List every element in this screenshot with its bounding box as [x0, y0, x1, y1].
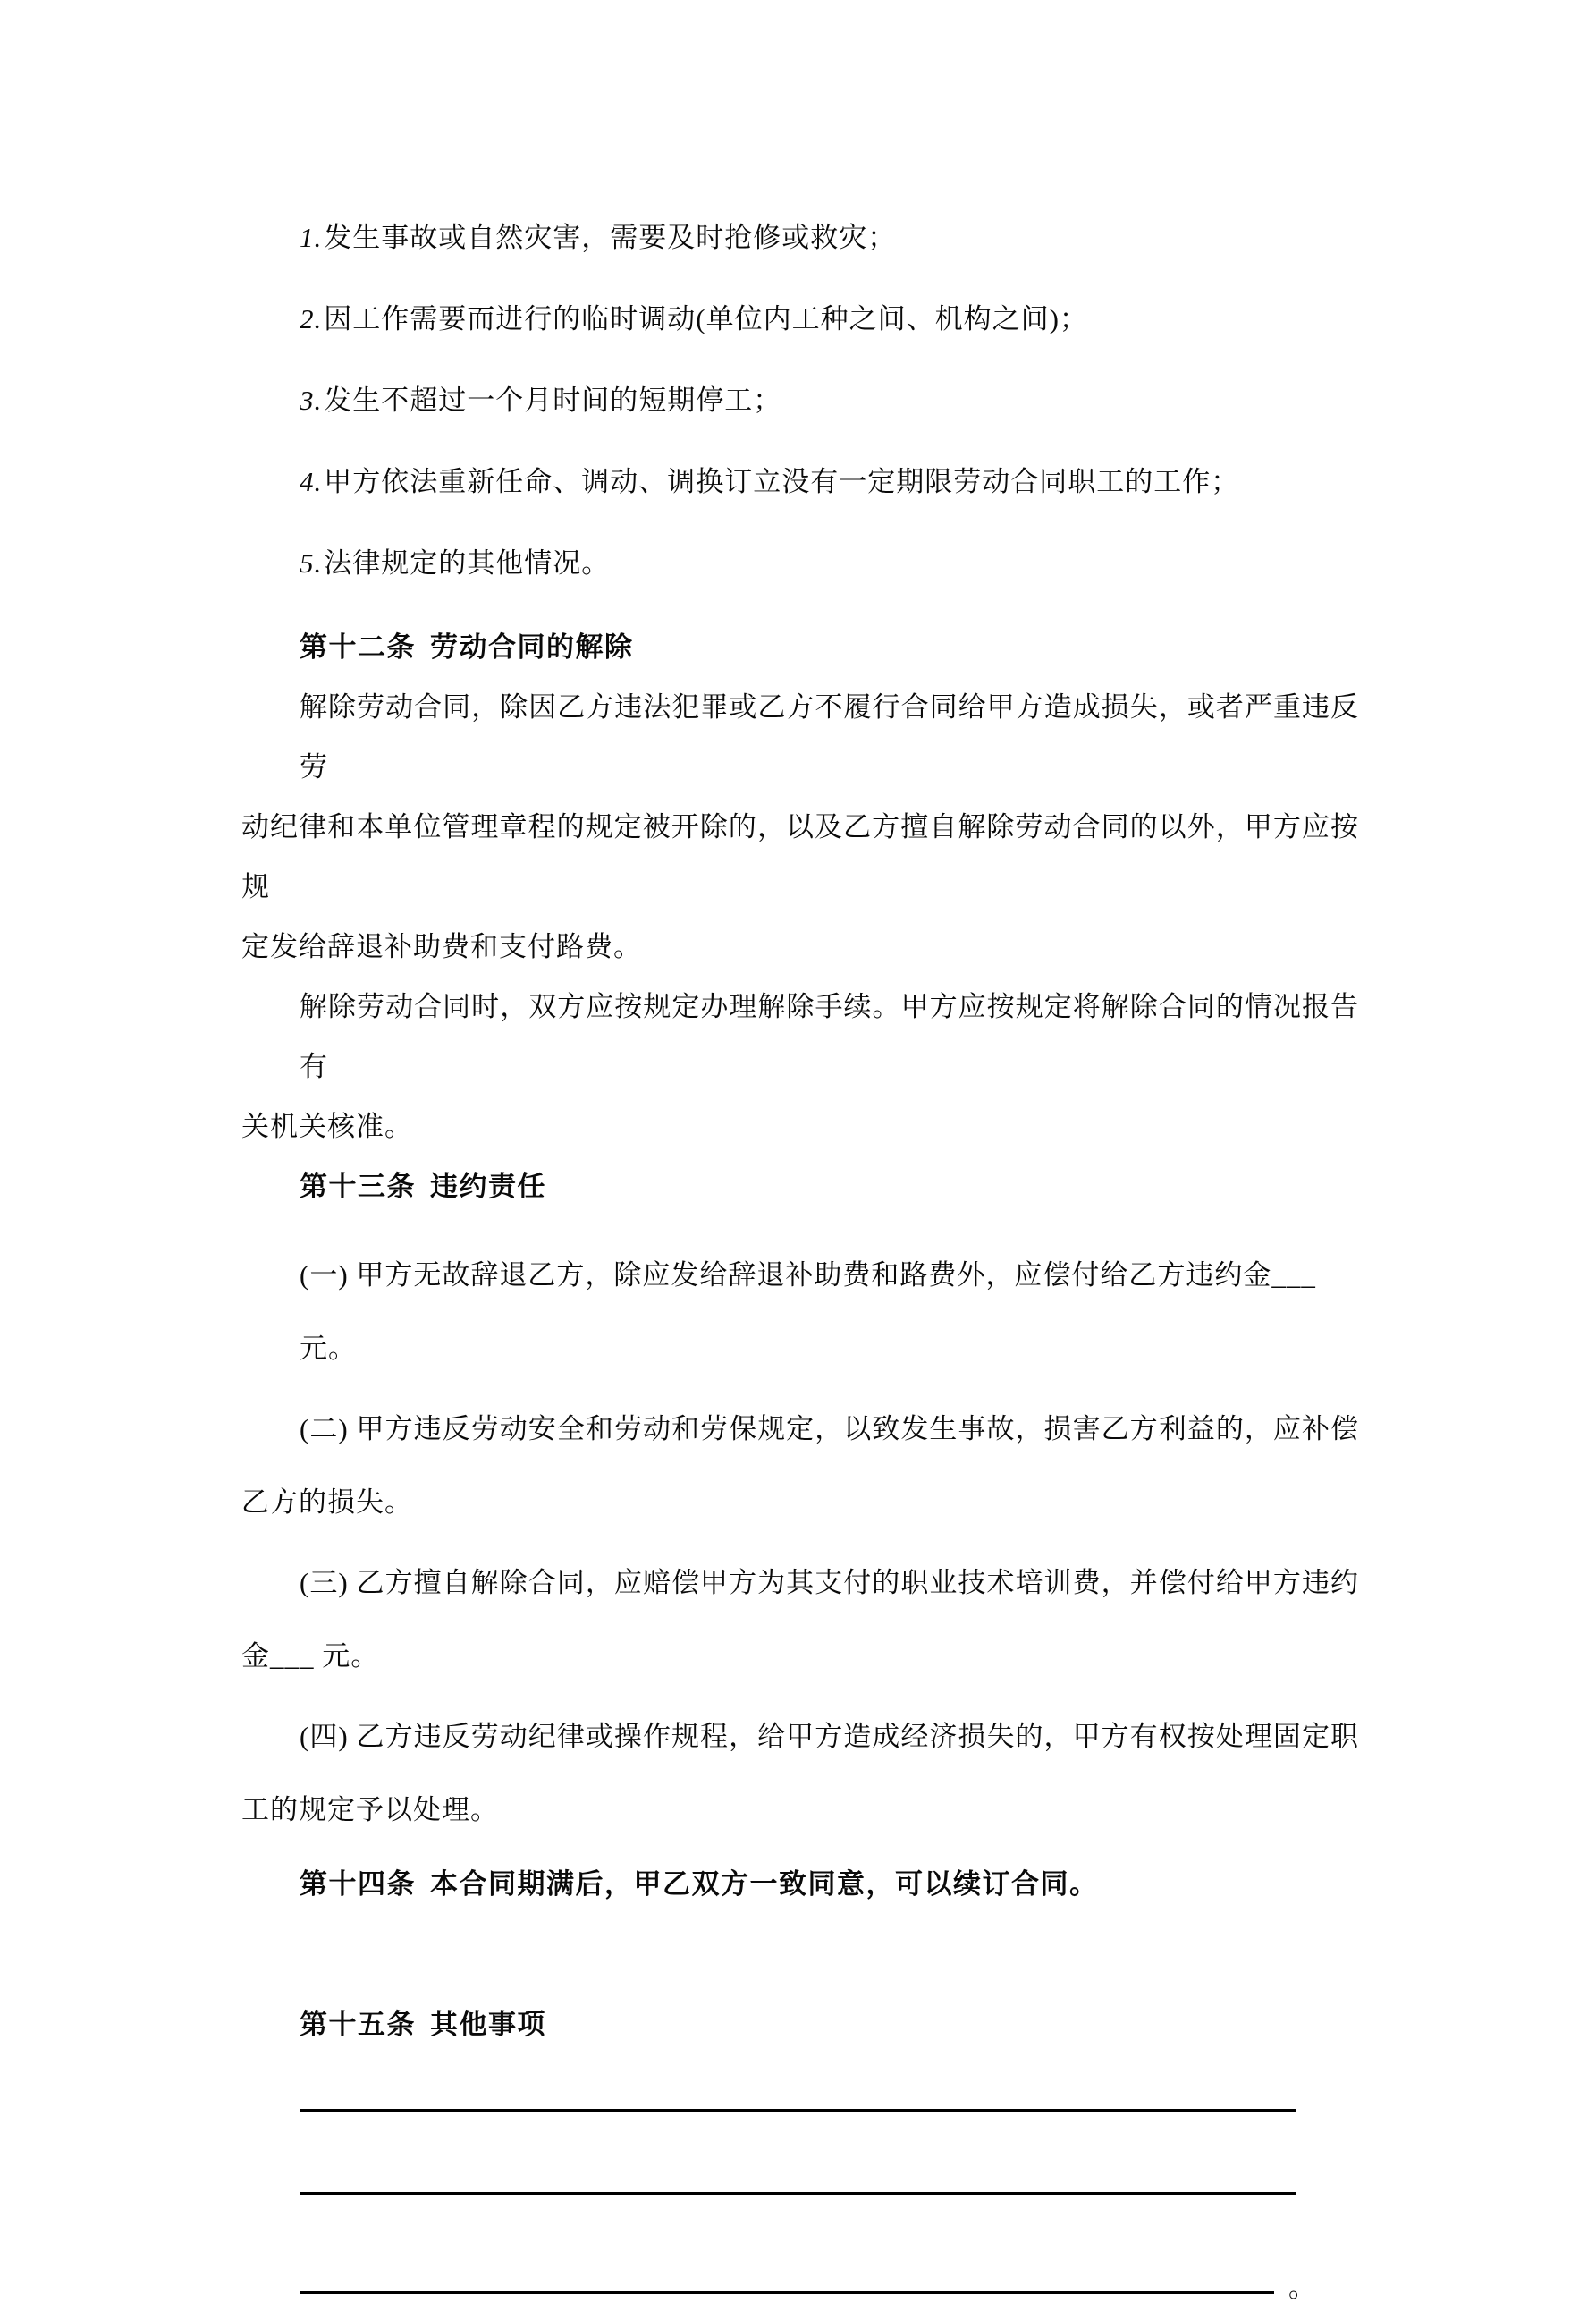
- item-number: 3.: [300, 385, 323, 416]
- paragraph: [241, 977, 1359, 1156]
- paragraph: [241, 1239, 1359, 1385]
- paragraph: [241, 677, 1359, 977]
- paragraph: [241, 1546, 1359, 1693]
- item-number: 4.: [300, 466, 323, 497]
- clause-heading: [241, 1156, 1359, 1216]
- signature-line-row: [300, 2109, 1359, 2112]
- paragraph-line: (四) 乙方违反劳动纪律或操作规程，给甲方造成经济损失的，甲方有权按处理固定职: [300, 1721, 1359, 1752]
- paragraph: [241, 1393, 1359, 1539]
- item-text: 发生事故或自然灾害，需要及时抢修或救灾；: [324, 222, 897, 253]
- paragraph-line: 定发给辞退补助费和支付路费。: [241, 931, 642, 962]
- item-text: 发生不超过一个月时间的短期停工；: [324, 385, 782, 416]
- clause-heading-number: 第十三条: [300, 1171, 416, 1202]
- blank-write-in-line: [300, 2109, 1296, 2112]
- paragraph-line: 乙方的损失。: [241, 1486, 413, 1518]
- clause-heading-number: 第十五条: [300, 2009, 416, 2040]
- clause-heading: [241, 1854, 1359, 1914]
- clause-heading: [241, 617, 1359, 677]
- clause-heading-number: 第十二条: [300, 631, 416, 663]
- clause-list-item: [241, 370, 1359, 430]
- period-mark: 。: [1288, 2272, 1316, 2303]
- clause-heading: [241, 1994, 1359, 2054]
- clause-heading-title: 本合同期满后，甲乙双方一致同意，可以续订合同。: [430, 1868, 1099, 1900]
- clause-list-item: [241, 207, 1359, 267]
- item-number: 2.: [300, 303, 323, 334]
- paragraph-line: 动纪律和本单位管理章程的规定被开除的，以及乙方擅自解除劳动合同的以外，甲方应按规: [241, 811, 1359, 902]
- signature-line-row: [300, 2192, 1359, 2195]
- paragraph-line: (一) 甲方无故辞退乙方，除应发给辞退补助费和路费外，应偿付给乙方违约金___ 元。: [300, 1259, 1324, 1364]
- paragraph-line: 工的规定予以处理。: [241, 1794, 499, 1825]
- clause-heading-title: 劳动合同的解除: [430, 631, 634, 663]
- item-text: 法律规定的其他情况。: [324, 547, 611, 579]
- blank-write-in-line: [300, 2291, 1274, 2294]
- paragraph-line: 解除劳动合同，除因乙方违法犯罪或乙方不履行合同给甲方造成损失，或者严重违反劳: [300, 691, 1359, 783]
- item-text: 因工作需要而进行的临时调动(单位内工种之间、机构之间)；: [324, 303, 1088, 334]
- clause-list-item: [241, 289, 1359, 349]
- item-number: 1.: [300, 222, 323, 253]
- item-number: 5.: [300, 547, 323, 579]
- paragraph-line: 关机关核准。: [241, 1111, 413, 1142]
- clause-heading-number: 第十四条: [300, 1868, 416, 1900]
- clause-list-item: [241, 452, 1359, 512]
- item-text: 甲方依法重新任命、调动、调换订立没有一定期限劳动合同职工的工作；: [324, 466, 1240, 497]
- clause-heading-title: 违约责任: [430, 1171, 546, 1202]
- signature-line-row: [300, 2272, 1359, 2303]
- paragraph-line: 金___ 元。: [241, 1640, 380, 1672]
- paragraph: [241, 1700, 1359, 1847]
- paragraph-line: (三) 乙方擅自解除合同，应赔偿甲方为其支付的职业技术培训费，并偿付给甲方违约: [300, 1567, 1359, 1598]
- paragraph-line: (二) 甲方违反劳动安全和劳动和劳保规定，以致发生事故，损害乙方利益的，应补偿: [300, 1413, 1359, 1444]
- blank-write-in-line: [300, 2192, 1296, 2195]
- clause-heading-title: 其他事项: [430, 2009, 546, 2040]
- paragraph-line: 解除劳动合同时，双方应按规定办理解除手续。甲方应按规定将解除合同的情况报告有: [300, 991, 1359, 1082]
- clause-list-item: [241, 533, 1359, 593]
